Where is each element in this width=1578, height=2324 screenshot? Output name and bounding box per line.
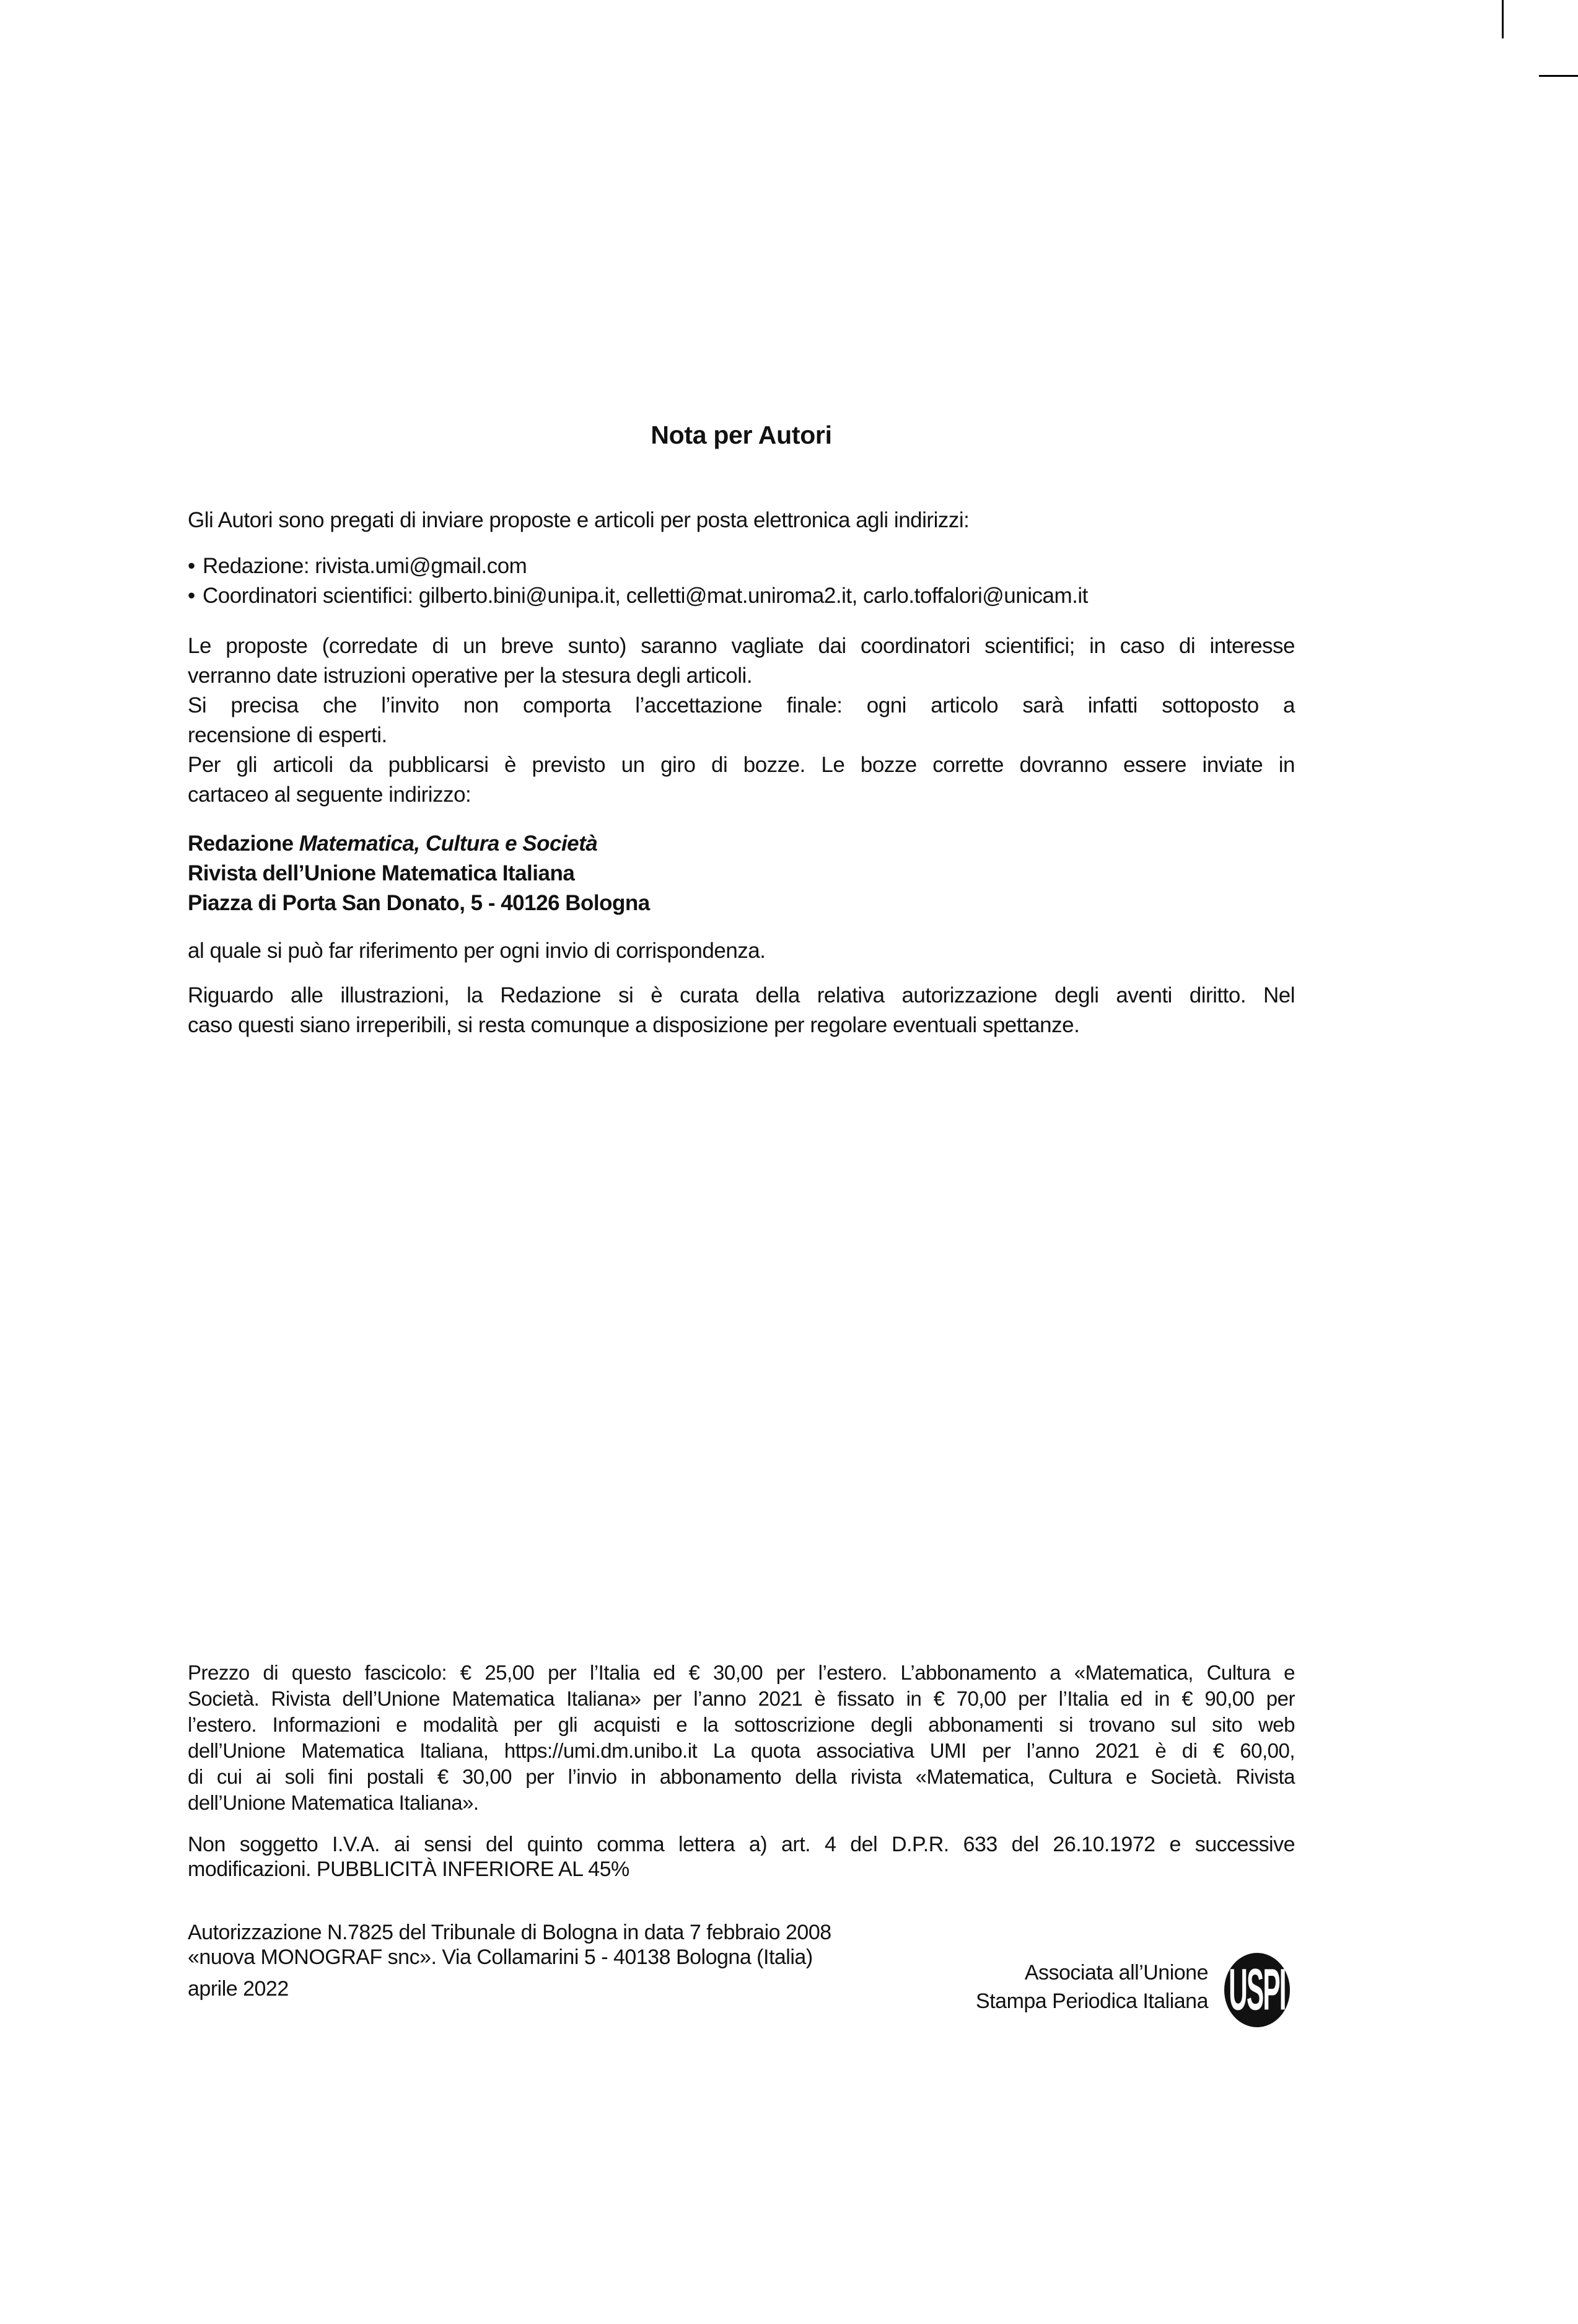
paragraph-line: recensione di esperti. [188,723,387,747]
association-line: Associata all’Unione [1024,1961,1208,1984]
paragraph-line: verranno date istruzioni operative per la stesura degli articoli. [188,664,753,688]
illustrations-paragraph [188,981,1295,1040]
paragraph-line: cartaceo al seguente indirizzo: [188,783,471,807]
paragraph-line: Si precisa che l’invito non comporta l’accettazione finale: ogni articolo sarà infatti sottoposto a [188,693,1295,717]
paragraph-line: modificazioni. PUBBLICITÀ INFERIORE AL 45% [188,1857,629,1881]
association-text [620,1958,1208,2015]
main-paragraphs [188,631,1295,810]
paragraph-line: di cui ai soli fini postali € 30,00 per l’invio in abbonamento della rivista «Matematica, Cultura e Società. Rivista [188,1765,1295,1788]
paragraph-line: l’estero. Informazioni e modalità per gli acquisti e la sottoscrizione degli abbonamenti si trovano sul sito web [188,1713,1295,1736]
paragraph-line: Per gli articoli da pubblicarsi è previsto un giro di bozze. Le bozze corrette dovranno essere inviate in [188,753,1295,777]
intro-line: Gli Autori sono pregati di inviare proposte e articoli per posta elettronica agli indirizzi: [188,508,970,532]
paragraph-line: Non soggetto I.V.A. ai sensi del quinto comma lettera a) art. 4 del D.P.R. 633 del 26.10.1972 e successive [188,1833,1295,1856]
address-block [188,829,1295,918]
vat-paragraph [188,1832,1295,1882]
crop-mark-horizontal [1539,75,1578,77]
printer-line: «nuova MONOGRAF snc». Via Collamarini 5 - 40138 Bologna (Italia) [188,1945,813,1969]
uspi-logo-letters: USPI [1229,1957,1286,2023]
reference-line: al quale si può far riferimento per ogni invio di corrispondenza. [188,939,766,963]
association-line: Stampa Periodica Italiana [976,1989,1208,2013]
paragraph-line: dell’Unione Matematica Italiana, https://umi.dm.unibo.it La quota associativa UMI per l’anno 2021 è di € 60,00, [188,1739,1295,1762]
list-item-redazione-email: • Redazione: rivista.umi@gmail.com [188,551,1295,581]
issue-date: aprile 2022 [188,1977,289,2001]
address-line-street: Piazza di Porta San Donato, 5 - 40126 Bologna [188,891,650,915]
uspi-logo-icon [1224,1952,1291,2028]
paragraph-line: dell’Unione Matematica Italiana». [188,1791,479,1814]
address-redazione-prefix: Redazione [188,831,299,856]
contact-list [188,551,1295,611]
paragraph-line: caso questi siano irreperibili, si resta comunque a disposizione per regolare eventuali spettanze. [188,1013,1080,1037]
journal-title: Matematica, Cultura e Società [299,831,598,856]
list-item-coordinatori-email: • Coordinatori scientifici: gilberto.bini@unipa.it, celletti@mat.uniroma2.it, carlo.toffalori@unicam.it [188,581,1295,611]
page-title: Nota per Autori [651,421,832,449]
paragraph-line: Riguardo alle illustrazioni, la Redazione si è curata della relativa autorizzazione degli aventi diritto. Nel [188,983,1295,1007]
paragraph-line: Società. Rivista dell’Unione Matematica Italiana» per l’anno 2021 è fissato in € 70,00 per l’Italia ed in € 90,00 per [188,1687,1295,1710]
paragraph-line: Le proposte (corredate di un breve sunto) saranno vagliate dai coordinatori scientifici; in caso di interesse [188,634,1295,658]
address-line-redazione [188,829,1295,859]
paragraph-line: Prezzo di questo fascicolo: € 25,00 per l’Italia ed € 30,00 per l’estero. L’abbonamento a «Matematica, Cultura e [188,1661,1295,1684]
crop-mark-vertical [1502,0,1504,38]
authorization-line: Autorizzazione N.7825 del Tribunale di Bologna in data 7 febbraio 2008 [188,1921,831,1944]
pricing-paragraph [188,1660,1295,1816]
address-line-rivista: Rivista dell’Unione Matematica Italiana [188,861,575,885]
